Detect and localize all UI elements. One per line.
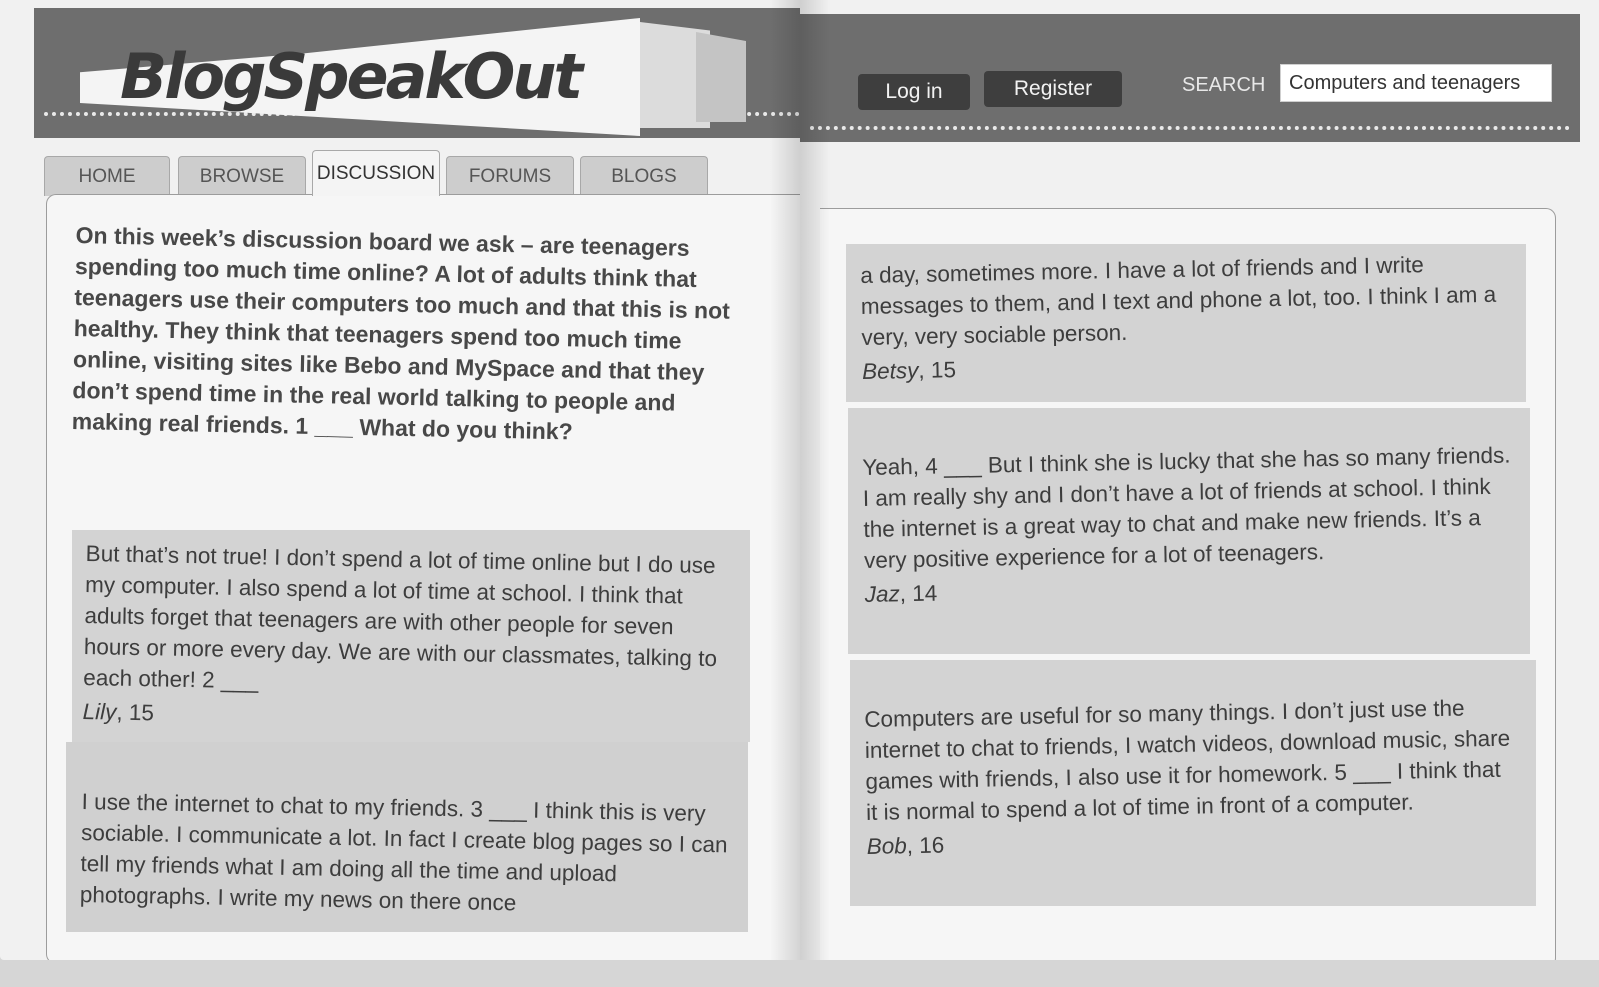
register-button[interactable]: Register: [984, 71, 1122, 107]
tab-blogs[interactable]: BLOGS: [580, 156, 708, 196]
post-text: I use the internet to chat to my friends. 3 ___ I think this is very sociable. I communicate a lot. In fact I create blog pages so I can tell my friends what I am doing all the time and upload photographs. I write my news on there once: [79, 788, 728, 916]
site-logo[interactable]: BlogSpeakOut: [120, 40, 581, 113]
tab-home[interactable]: HOME: [44, 156, 170, 196]
post-betsy-part1: [80, 786, 732, 922]
post-lily: [82, 538, 736, 739]
right-page: [800, 0, 1599, 960]
post-bob: [864, 692, 1517, 862]
post-text: Yeah, 4 ___ But I think she is lucky that she has so many friends. I am really shy and I don’t have a lot of friends at school. I think the internet is a great way to chat and make new friends. It’s a very positive experience for a lot of teenagers.: [862, 442, 1511, 573]
post-text: But that’s not true! I don’t spend a lot of time online but I do use my computer. I also spend a lot of time at school. I think that adults forget that teenagers are with other people for seven hours or more every day. We are with our classmates, talking to each other! 2 ___: [83, 540, 718, 694]
author-age: , 14: [899, 580, 938, 607]
author-name: Betsy: [861, 357, 919, 384]
author-age: , 15: [918, 357, 957, 383]
dotted-divider: [810, 126, 1570, 130]
author-age: , 16: [906, 832, 945, 859]
author-age: , 15: [116, 699, 155, 726]
tab-browse[interactable]: BROWSE: [178, 156, 306, 196]
search-label: SEARCH: [1182, 74, 1266, 96]
tab-discussion[interactable]: DISCUSSION: [312, 150, 440, 196]
discussion-intro: On this week’s discussion board we ask – are teenagers spending too much time online? A lot of adults think that teenagers use their computers too much and that this is not healthy. They think that teenagers spend too much time online, visiting sites like Bebo and MySpace and that they don’t spend time in the real world talking to people and making real friends. 1 ___ What do you think?: [71, 221, 731, 445]
author-name: Jaz: [864, 581, 900, 607]
post-betsy-part2: [860, 248, 1512, 387]
left-page: [0, 0, 810, 960]
bubble-tail: [1350, 906, 1384, 932]
post-text: a day, sometimes more. I have a lot of friends and I write messages to them, and I text and phone a lot, too. I think I am a very, very sociable person.: [860, 252, 1497, 350]
login-button[interactable]: Log in: [858, 74, 970, 110]
post-text: Computers are useful for so many things. I don’t just use the internet to chat to friends, I watch videos, download music, share games with friends, I also use it for homework. 5 ___ I think that it is normal to spend a lot of time in front of a computer.: [864, 695, 1511, 825]
post-jaz: [862, 440, 1515, 610]
search-input[interactable]: Computers and teenagers: [1280, 64, 1552, 102]
tab-forums[interactable]: FORUMS: [446, 156, 574, 196]
author-name: Bob: [866, 833, 908, 859]
author-name: Lily: [82, 698, 117, 725]
